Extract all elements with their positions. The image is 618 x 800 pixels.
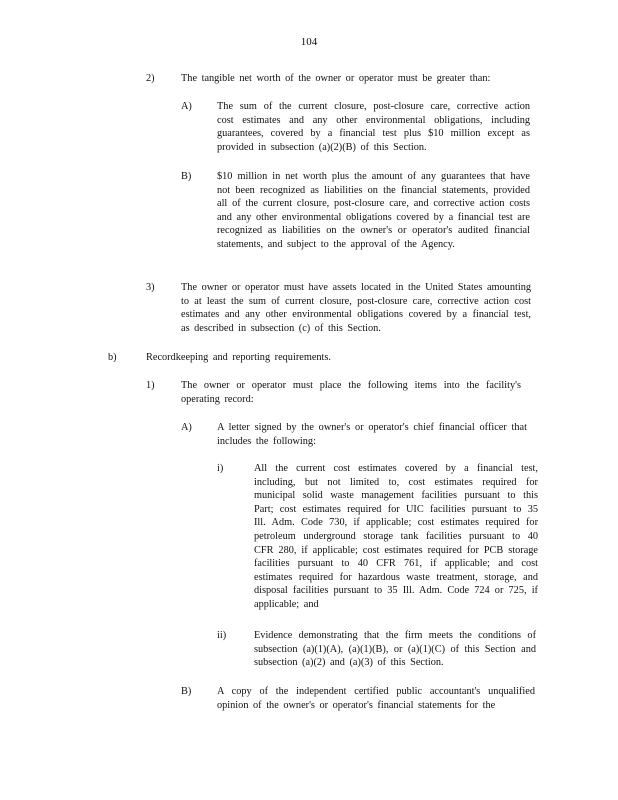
- item-text: A copy of the independent certified public accountant's unqualified opinion of the owner's or operator's financial statements for the: [217, 686, 535, 711]
- item-text: $10 million in net worth plus the amount of any guarantees that have not been recognized as liabilities on the financial statements, provided all of the current closure, post-closure care, and corrective action costs and any other environmental obligations covered by a financial test are recognized as liabilities on the owner's or operator's audited financial statements, and subject to the approval of the Agency.: [217, 171, 530, 250]
- item-label: b): [108, 352, 117, 363]
- item-label: i): [217, 463, 224, 474]
- item-text: The tangible net worth of the owner or operator must be greater than:: [181, 73, 491, 84]
- item-text: The owner or operator must place the following items into the facility's operating record:: [181, 380, 521, 405]
- item-text: Evidence demonstrating that the firm meets the conditions of subsection (a)(1)(A), (a)(1)(B), or (a)(1)(C) of this Section and subsection (a)(2) and (a)(3) of this Section.: [254, 630, 536, 669]
- item-text: All the current cost estimates covered by a financial test, including, but not limited to, cost estimates required for municipal solid waste management facilities pursuant to this Part; cost estimates required for UIC facilities pursuant to 35 Ill. Adm. Code 730, if applicable; cost estimates required for petroleum underground storage tank facilities pursuant to 40 CFR 280, if applicable; cost estimates required for PCB storage facilities pursuant to 40 CFR 761, if applicable; and cost estimates required for hazardous waste treatment, storage, and disposal facilities pursuant to 35 Ill. Adm. Code 724 or 725, if applicable; and: [254, 463, 538, 610]
- item-text: A letter signed by the owner's or operator's chief financial officer that includes the following:: [217, 422, 527, 447]
- page-number: 104: [300, 36, 318, 48]
- item-text: The sum of the current closure, post-closure care, corrective action cost estimates and any other environmental obligations, including guarantees, covered by a financial test plus $10 million except as provided in subsection (a)(2)(B) of this Section.: [217, 101, 530, 153]
- item-label: B): [181, 686, 192, 697]
- item-label: B): [181, 171, 192, 182]
- item-text: Recordkeeping and reporting requirements.: [146, 352, 331, 363]
- item-text: The owner or operator must have assets located in the United States amounting to at least the sum of current closure, post-closure care, corrective action cost estimates and any other environmental obligations covered by a financial test, as described in subsection (c) of this Section.: [181, 282, 531, 334]
- item-label: 2): [146, 73, 155, 84]
- item-label: 3): [146, 282, 155, 293]
- item-label: A): [181, 101, 192, 112]
- item-label: A): [181, 422, 192, 433]
- item-label: ii): [217, 630, 227, 641]
- item-label: 1): [146, 380, 155, 391]
